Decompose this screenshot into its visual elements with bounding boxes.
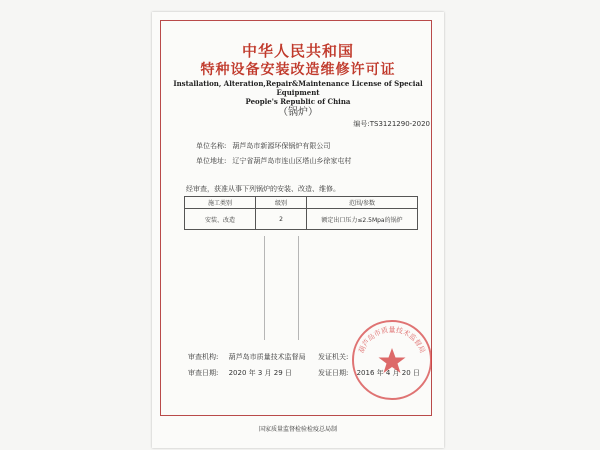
address-label: 单位地址: — [196, 157, 227, 165]
cert-number-label: 编号: — [353, 120, 370, 128]
unit-name-label: 单位名称: — [196, 142, 227, 150]
reviewer-label: 审查机构: — [188, 353, 219, 361]
cert-number — [300, 119, 430, 129]
permit-statement: 经审查，获准从事下列锅炉的安装、改造、维修。 — [186, 185, 340, 193]
official-seal — [350, 318, 434, 402]
issue-date-label: 发证日期: — [318, 369, 349, 377]
cell-scope: 额定出口压力≤2.5Mpa的锅炉 — [307, 209, 418, 230]
seal-star-icon — [379, 348, 406, 373]
scope-table — [184, 196, 418, 230]
table-column-line — [298, 236, 299, 340]
cert-number-value: TS3121290-2020 — [369, 120, 430, 128]
review-date-value: 2020 年 3 月 29 日 — [228, 369, 292, 377]
unit-name-field — [196, 141, 330, 151]
cell-construction-type: 安装、改造 — [185, 209, 256, 230]
title-cn-line1: 中华人民共和国 — [241, 42, 354, 60]
reviewer-field — [188, 352, 306, 362]
issuer-field — [318, 352, 348, 362]
cell-grade: 2 — [256, 209, 307, 230]
footer-issuer: 国家质量监督检验检疫总局制 — [258, 426, 337, 433]
header-construction-type: 施工类别 — [185, 197, 256, 209]
scope-table-header — [185, 197, 418, 209]
seal-text: 葫芦岛市质量技术监督局 — [357, 326, 427, 355]
table-column-line — [264, 236, 265, 340]
header-scope: 范围/参数 — [307, 197, 418, 209]
title-cn-line2: 特种设备安装改造维修许可证 — [200, 62, 396, 78]
issuer-label: 发证机关: — [318, 353, 349, 361]
review-date-field — [188, 368, 292, 378]
review-date-label: 审查日期: — [188, 369, 219, 377]
address-value: 辽宁省葫芦岛市连山区塔山乡徐家屯村 — [232, 157, 352, 165]
table-row — [185, 209, 418, 230]
equipment-category: （锅炉） — [278, 107, 318, 118]
title-en — [152, 79, 444, 106]
title-en-line2: People's Republic of China — [245, 97, 351, 106]
issue-date-value: 2016 年 4 月 20 日 — [356, 369, 420, 377]
reviewer-value: 葫芦岛市质量技术监督局 — [228, 353, 306, 361]
unit-name-value: 葫芦岛市新源环保锅炉有限公司 — [232, 142, 331, 150]
header-grade: 级别 — [256, 197, 307, 209]
title-en-line1: Installation, Alteration,Repair&Maintenance License of Special Equipment — [173, 79, 423, 97]
address-field — [196, 156, 351, 166]
